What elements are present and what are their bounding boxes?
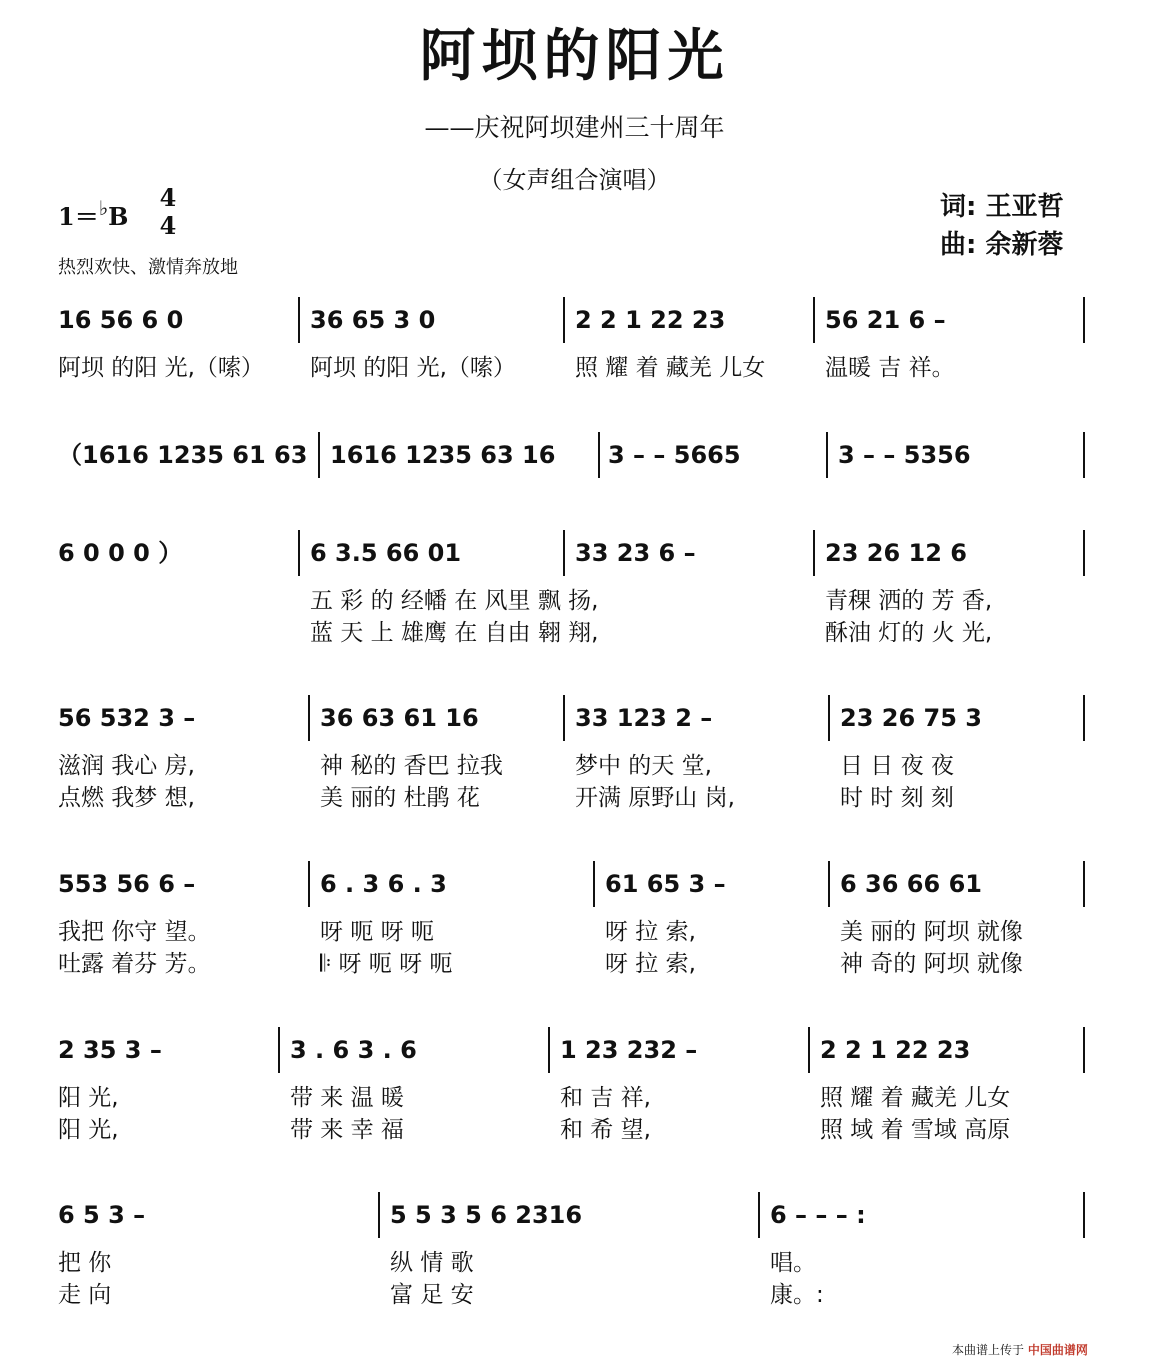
measure-notes: 2 2 1 22 23 [820, 1036, 971, 1064]
barline [318, 432, 320, 478]
time-signature [152, 184, 184, 240]
measure-notes: 33 123 2 – [575, 704, 713, 732]
barline [813, 297, 815, 343]
barline [278, 1027, 280, 1073]
measure-notes: 36 63 61 16 [320, 704, 479, 732]
measure-notes: 6 . 3 6 . 3 [320, 870, 447, 898]
barline [548, 1027, 550, 1073]
lyric-segment: 阿坝 的阳 光,（嗦） [58, 355, 264, 381]
barline [308, 861, 310, 907]
measure-notes: 3 – – 5356 [838, 441, 971, 469]
song-title: 阿坝的阳光 [419, 23, 730, 89]
song-subtitle: ——庆祝阿坝建州三十周年 [424, 113, 725, 142]
measure-notes: 36 65 3 0 [310, 306, 436, 334]
measure-notes: 6 36 66 61 [840, 870, 982, 898]
measure-notes: 61 65 3 – [605, 870, 726, 898]
measure-notes: 6 5 3 – [58, 1201, 146, 1229]
barline [808, 1027, 810, 1073]
lyric-segment: 带 来 幸 福 [290, 1117, 404, 1143]
lyric-segment: 阳 光, [58, 1117, 119, 1143]
barline [298, 530, 300, 576]
lyric-segment: 照 耀 着 藏羌 儿女 [575, 355, 766, 381]
time-signature-bottom: 4 [159, 211, 177, 240]
barline [1083, 695, 1085, 741]
barline [593, 861, 595, 907]
lyric-segment: 青稞 洒的 芳 香, [825, 588, 993, 614]
measure-notes: 5 5 3 5 6 2316 [390, 1201, 583, 1229]
measure-notes: 16 56 6 0 [58, 306, 184, 334]
barline [758, 1192, 760, 1238]
barline [1083, 1192, 1085, 1238]
lyric-segment: 和 吉 祥, [560, 1085, 651, 1111]
measure-notes: 3 . 6 3 . 6 [290, 1036, 417, 1064]
measure-notes: 2 2 1 22 23 [575, 306, 726, 334]
lyric-segment: 点燃 我梦 想, [58, 785, 195, 811]
barline [828, 695, 830, 741]
tempo-marking: 热烈欢快、激情奔放地 [58, 257, 238, 278]
barline [1083, 530, 1085, 576]
measure-notes: 56 21 6 – [825, 306, 946, 334]
lyric-segment: 神 秘的 香巴 拉我 [320, 753, 503, 779]
lyric-segment: 康。: [770, 1282, 824, 1308]
lyricist-credit: 词: 王亚哲 [940, 192, 1064, 222]
lyric-segment: 开满 原野山 岗, [575, 785, 735, 811]
lyric-segment: 美 丽的 阿坝 就像 [840, 919, 1023, 945]
lyric-segment: 𝄆 呀 呃 呀 呃 [320, 951, 453, 977]
lyric-segment: 美 丽的 杜鹃 花 [320, 785, 480, 811]
barline [378, 1192, 380, 1238]
lyric-segment: 照 耀 着 藏羌 儿女 [820, 1085, 1011, 1111]
lyric-segment: 唱。 [770, 1250, 816, 1276]
lyric-segment: 照 域 着 雪域 高原 [820, 1117, 1011, 1143]
barline [563, 297, 565, 343]
lyric-segment: 富 足 安 [390, 1282, 474, 1308]
barline [598, 432, 600, 478]
lyric-segment: 阿坝 的阳 光,（嗦） [310, 355, 516, 381]
lyric-segment: 吐露 着芬 芳。 [58, 951, 211, 977]
performance-note: （女声组合演唱） [478, 166, 671, 194]
lyric-segment: 呀 呃 呀 呃 [320, 919, 434, 945]
lyric-segment: 蓝 天 上 雄鹰 在 自由 翱 翔, [310, 620, 599, 646]
flat-sign: ♭ [98, 196, 109, 220]
measure-notes: 2 35 3 – [58, 1036, 162, 1064]
lyric-segment: 五 彩 的 经幡 在 风里 飘 扬, [310, 588, 599, 614]
lyric-segment: 梦中 的天 堂, [575, 753, 712, 779]
footer-text: 本曲谱上传于 [952, 1343, 1025, 1357]
barline [1083, 432, 1085, 478]
measure-notes: 6 0 0 0 ） [58, 539, 183, 567]
barline [308, 695, 310, 741]
barline [1083, 861, 1085, 907]
measure-notes: 3 – – 5665 [608, 441, 741, 469]
lyric-segment: 纵 情 歌 [390, 1250, 474, 1276]
lyric-segment: 走 向 [58, 1282, 112, 1308]
barline [1083, 297, 1085, 343]
lyric-segment: 和 希 望, [560, 1117, 651, 1143]
measure-notes: 553 56 6 – [58, 870, 196, 898]
lyric-segment: 阳 光, [58, 1085, 119, 1111]
lyric-segment: 我把 你守 望。 [58, 919, 211, 945]
lyric-segment: 神 奇的 阿坝 就像 [840, 951, 1023, 977]
measure-notes: 33 23 6 – [575, 539, 696, 567]
measure-notes: 6 3.5 66 01 [310, 539, 462, 567]
lyric-segment: 带 来 温 暖 [290, 1085, 404, 1111]
lyric-segment: 温暖 吉 祥。 [825, 355, 955, 381]
lyric-segment: 日 日 夜 夜 [840, 753, 954, 779]
lyric-segment: 时 时 刻 刻 [840, 785, 954, 811]
barline [828, 861, 830, 907]
measure-notes: 23 26 12 6 [825, 539, 967, 567]
barline [826, 432, 828, 478]
measure-notes: 23 26 75 3 [840, 704, 982, 732]
key-note: B [108, 202, 129, 231]
barline [1083, 1027, 1085, 1073]
lyric-segment: 把 你 [58, 1250, 112, 1276]
measure-notes: 56 532 3 – [58, 704, 196, 732]
site-logo: 中国曲谱网 [1027, 1343, 1088, 1357]
lyric-segment: 滋润 我心 房, [58, 753, 195, 779]
measure-notes: （1616 1235 61 63 [58, 441, 308, 469]
key-prefix: 1＝ [58, 202, 99, 231]
footer [952, 1341, 1088, 1358]
barline [563, 530, 565, 576]
barline [813, 530, 815, 576]
barline [298, 297, 300, 343]
barline [563, 695, 565, 741]
lyric-segment: 呀 拉 索, [605, 919, 696, 945]
key-signature [58, 197, 128, 232]
measure-notes: 1 23 232 – [560, 1036, 698, 1064]
time-signature-top: 4 [159, 183, 177, 212]
lyric-segment: 呀 拉 索, [605, 951, 696, 977]
lyric-segment: 酥油 灯的 火 光, [825, 620, 993, 646]
composer-credit: 曲: 余新蓉 [940, 230, 1064, 260]
measure-notes: 6 – – – : [770, 1201, 866, 1229]
measure-notes: 1616 1235 63 16 [330, 441, 556, 469]
